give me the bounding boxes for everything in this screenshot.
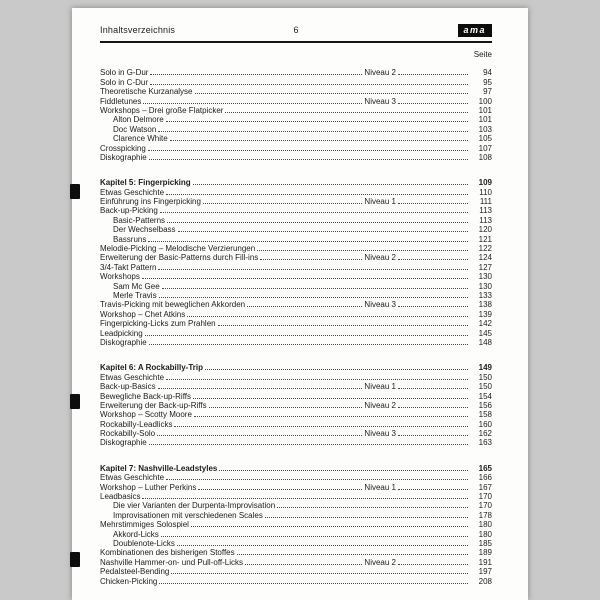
entry-label: Back-up-Basics — [100, 382, 156, 392]
page-number: 154 — [478, 391, 492, 401]
page-number: 180 — [478, 520, 492, 530]
dot-leader — [150, 74, 362, 75]
entry-label: Mehrstimmiges Solospiel — [100, 520, 189, 530]
niveau-label: Niveau 3 — [364, 429, 396, 439]
dot-leader — [398, 306, 468, 307]
page-number: 113 — [479, 206, 492, 216]
dot-leader — [159, 297, 468, 298]
toc-entry-row — [100, 328, 492, 337]
page-number: 105 — [478, 134, 492, 144]
page-number: 170 — [478, 501, 492, 511]
dot-leader — [257, 250, 468, 251]
toc-entry-row — [100, 187, 492, 196]
dot-leader — [398, 74, 468, 75]
chapter-title: Kapitel 7: Nashville-Leadstyles — [100, 463, 218, 473]
page-number: 124 — [478, 253, 492, 263]
dot-leader — [170, 140, 468, 141]
toc-entry-row — [100, 115, 492, 124]
toc-entry-row — [100, 291, 492, 300]
ama-logo: ama — [458, 24, 492, 37]
page-number: 189 — [478, 548, 492, 558]
binding-scan-mark — [70, 552, 80, 567]
entry-label: Melodie-Picking – Melodische Verzierungen — [100, 244, 256, 254]
page-number: 130 — [478, 272, 492, 282]
dot-leader — [150, 84, 468, 85]
toc-list — [100, 68, 492, 586]
page-number: 180 — [478, 529, 492, 539]
page-number: 100 — [478, 96, 492, 106]
page-number: 160 — [478, 419, 492, 429]
page-number: 113 — [479, 215, 492, 225]
toc-entry-row — [100, 548, 492, 557]
dot-leader — [209, 407, 363, 408]
toc-entry-row — [100, 319, 492, 328]
toc-entry-row — [100, 410, 492, 419]
entry-label: Etwas Geschichte — [100, 187, 165, 197]
toc-entry-row — [100, 206, 492, 215]
page-number: 158 — [478, 410, 492, 420]
niveau-label: Niveau 2 — [364, 68, 396, 78]
page-number: 107 — [478, 143, 492, 153]
dot-leader — [148, 150, 468, 151]
entry-label: Diskographie — [100, 438, 147, 448]
entry-label: Diskographie — [100, 152, 147, 162]
entry-label: Diskographie — [100, 337, 147, 347]
toc-entry-row — [100, 338, 492, 347]
entry-label: Workshop – Chet Atkins — [100, 309, 186, 319]
toc-entry-row — [100, 215, 492, 224]
toc-entry-row — [100, 106, 492, 115]
page-number: 130 — [478, 281, 492, 291]
entry-label: Akkord-Licks — [113, 529, 159, 539]
dot-leader — [167, 222, 468, 223]
page-number: 94 — [483, 68, 492, 78]
page-number: 101 — [478, 115, 492, 125]
dot-leader — [225, 112, 468, 113]
toc-entry-row — [100, 225, 492, 234]
entry-label: 3/4-Takt Pattern — [100, 262, 157, 272]
entry-label: Doublenote-Licks — [113, 538, 175, 548]
page-number: 165 — [478, 463, 492, 473]
toc-entry-row — [100, 391, 492, 400]
niveau-label: Niveau 2 — [364, 400, 396, 410]
toc-entry-row — [100, 473, 492, 482]
page-number: 167 — [478, 482, 492, 492]
dot-leader — [398, 103, 468, 104]
niveau-label: Niveau 3 — [364, 96, 396, 106]
entry-label: Workshops – Drei große Flatpicker — [100, 105, 224, 115]
toc-entry-row — [100, 419, 492, 428]
entry-label: Bassruns — [113, 234, 147, 244]
page-number: 101 — [478, 105, 492, 115]
entry-label: Theoretische Kurzanalyse — [100, 87, 193, 97]
header-title: Inhaltsverzeichnis — [100, 25, 176, 35]
entry-label: Einführung ins Fingerpicking — [100, 197, 201, 207]
dot-leader — [148, 241, 468, 242]
dot-leader — [219, 470, 468, 471]
entry-label: Etwas Geschichte — [100, 372, 165, 382]
entry-label: Workshop – Luther Perkins — [100, 482, 197, 492]
niveau-label: Niveau 1 — [364, 197, 396, 207]
toc-entry-row — [100, 539, 492, 548]
page-sheet — [72, 8, 528, 600]
page-number: 122 — [478, 244, 492, 254]
page-number: 166 — [478, 473, 492, 483]
toc-entry-row — [100, 96, 492, 105]
entry-label: Doc Watson — [113, 124, 157, 134]
dot-leader — [245, 564, 362, 565]
dot-leader — [143, 103, 362, 104]
dot-leader — [398, 203, 468, 204]
toc-chapter-row — [100, 463, 492, 472]
toc-entry-row — [100, 124, 492, 133]
entry-label: Fiddletunes — [100, 96, 142, 106]
page-number: 121 — [478, 234, 492, 244]
dot-leader — [159, 583, 468, 584]
toc-entry-row — [100, 372, 492, 381]
binding-scan-mark — [70, 184, 80, 199]
entry-label: Improvisationen mit verschiedenen Scales — [113, 510, 263, 520]
page-number: 149 — [478, 363, 492, 373]
entry-label: Die vier Varianten der Durpenta-Improvisation — [113, 501, 276, 511]
niveau-label: Niveau 1 — [364, 482, 396, 492]
toc-entry-row — [100, 244, 492, 253]
toc-entry-row — [100, 300, 492, 309]
page-number: 145 — [478, 328, 492, 338]
page-number: 156 — [478, 400, 492, 410]
page-number: 133 — [478, 290, 492, 300]
dot-leader — [166, 194, 468, 195]
toc-chapter-row — [100, 363, 492, 372]
page-number: 111 — [479, 197, 492, 207]
page-number: 170 — [478, 492, 492, 502]
dot-leader — [398, 435, 468, 436]
dot-leader — [158, 269, 468, 270]
entry-label: Workshops — [100, 272, 140, 282]
toc-entry-row — [100, 253, 492, 262]
header-page-number: 6 — [293, 25, 299, 35]
dot-leader — [398, 564, 468, 565]
toc-entry-row — [100, 68, 492, 77]
entry-label: Chicken-Picking — [100, 576, 158, 586]
section-gap — [100, 347, 492, 363]
page-number: 120 — [478, 225, 492, 235]
dot-leader — [398, 489, 468, 490]
entry-label: Solo in C-Dur — [100, 77, 149, 87]
niveau-label: Niveau 3 — [364, 300, 396, 310]
toc-entry-row — [100, 272, 492, 281]
page-number: 191 — [478, 557, 492, 567]
section-gap — [100, 447, 492, 463]
toc-entry-row — [100, 401, 492, 410]
toc-entry-row — [100, 576, 492, 585]
dot-leader — [203, 203, 362, 204]
page-number: 142 — [478, 319, 492, 329]
dot-leader — [398, 407, 468, 408]
entry-label: Sam Mc Gee — [113, 281, 160, 291]
dot-leader — [187, 316, 468, 317]
entry-label: Basic-Patterns — [113, 215, 166, 225]
dot-leader — [193, 184, 468, 185]
dot-leader — [247, 306, 362, 307]
dot-leader — [142, 498, 468, 499]
page-number: 148 — [478, 337, 492, 347]
toc-entry-row — [100, 482, 492, 491]
toc-entry-row — [100, 501, 492, 510]
toc-entry-row — [100, 234, 492, 243]
entry-label: Workshop – Scotty Moore — [100, 410, 192, 420]
toc-entry-row — [100, 197, 492, 206]
dot-leader — [158, 388, 363, 389]
toc-entry-row — [100, 557, 492, 566]
toc-entry-row — [100, 309, 492, 318]
dot-leader — [166, 121, 468, 122]
header-rule — [100, 41, 492, 43]
entry-label: Clarence White — [113, 134, 168, 144]
binding-scan-mark — [70, 394, 80, 409]
dot-leader — [171, 573, 468, 574]
dot-leader — [161, 536, 468, 537]
entry-label: Bewegliche Back-up-Riffs — [100, 391, 192, 401]
dot-leader — [218, 325, 468, 326]
toc-entry-row — [100, 510, 492, 519]
toc-entry-row — [100, 143, 492, 152]
dot-leader — [157, 435, 362, 436]
toc-entry-row — [100, 77, 492, 86]
entry-label: Fingerpicking-Licks zum Prahlen — [100, 319, 216, 329]
toc-entry-row — [100, 567, 492, 576]
page-number: 97 — [483, 87, 492, 97]
page-number: 110 — [479, 187, 492, 197]
entry-label: Rockabilly-Solo — [100, 429, 156, 439]
page-number: 178 — [478, 510, 492, 520]
entry-label: Leadbasics — [100, 492, 141, 502]
entry-label: Travis-Picking mit beweglichen Akkorden — [100, 300, 246, 310]
entry-label: Rockabilly-Leadlicks — [100, 419, 173, 429]
entry-label: Nashville Hammer-on- und Pull-off-Licks — [100, 557, 244, 567]
dot-leader — [195, 93, 469, 94]
dot-leader — [149, 344, 468, 345]
entry-label: Erweiterung der Basic-Patterns durch Fill-ins — [100, 253, 259, 263]
dot-leader — [160, 212, 468, 213]
entry-label: Merle Travis — [113, 290, 157, 300]
page-number: 95 — [483, 77, 492, 87]
page-number: 197 — [478, 567, 492, 577]
toc-entry-row — [100, 262, 492, 271]
dot-leader — [166, 379, 468, 380]
page-number: 162 — [478, 429, 492, 439]
dot-leader — [191, 526, 468, 527]
niveau-label: Niveau 2 — [364, 253, 396, 263]
toc-entry-row — [100, 87, 492, 96]
dot-leader — [237, 554, 468, 555]
toc-entry-row — [100, 429, 492, 438]
toc-entry-row — [100, 281, 492, 290]
page-number: 109 — [478, 178, 492, 188]
page-number: 208 — [478, 576, 492, 586]
dot-leader — [178, 231, 468, 232]
dot-leader — [194, 416, 468, 417]
dot-leader — [149, 159, 468, 160]
entry-label: Leadpicking — [100, 328, 143, 338]
toc-entry-row — [100, 520, 492, 529]
toc-entry-row — [100, 134, 492, 143]
page-number: 150 — [478, 382, 492, 392]
toc-entry-row — [100, 382, 492, 391]
entry-label: Solo in G-Dur — [100, 68, 149, 78]
dot-leader — [277, 507, 468, 508]
toc-entry-row — [100, 153, 492, 162]
toc-chapter-row — [100, 178, 492, 187]
entry-label: Kombinationen des bisherigen Stoffes — [100, 548, 235, 558]
dot-leader — [260, 259, 362, 260]
dot-leader — [174, 426, 468, 427]
chapter-title: Kapitel 6: A Rockabilly-Trip — [100, 363, 203, 373]
dot-leader — [205, 369, 468, 370]
page-number: 138 — [478, 300, 492, 310]
niveau-label: Niveau 1 — [364, 382, 396, 392]
dot-leader — [142, 278, 468, 279]
document-header — [100, 22, 492, 38]
entry-label: Der Wechselbass — [113, 225, 176, 235]
entry-label: Back-up-Picking — [100, 206, 158, 216]
chapter-title: Kapitel 5: Fingerpicking — [100, 178, 191, 188]
page-number: 185 — [478, 538, 492, 548]
page-number: 139 — [478, 309, 492, 319]
page-number: 150 — [478, 372, 492, 382]
toc-entry-row — [100, 529, 492, 538]
toc-entry-row — [100, 438, 492, 447]
dot-leader — [145, 335, 468, 336]
dot-leader — [166, 479, 468, 480]
dot-leader — [149, 444, 468, 445]
dot-leader — [177, 545, 468, 546]
page-number: 127 — [478, 262, 492, 272]
dot-leader — [193, 398, 468, 399]
dot-leader — [198, 489, 362, 490]
entry-label: Etwas Geschichte — [100, 473, 165, 483]
dot-leader — [398, 259, 468, 260]
entry-label: Erweiterung der Back-up-Riffs — [100, 400, 207, 410]
entry-label: Alton Delmore — [113, 115, 164, 125]
toc-entry-row — [100, 492, 492, 501]
dot-leader — [265, 517, 468, 518]
entry-label: Pedalsteel-Bending — [100, 567, 170, 577]
dot-leader — [158, 131, 468, 132]
dot-leader — [162, 288, 468, 289]
page-number: 103 — [478, 124, 492, 134]
page-number: 108 — [478, 152, 492, 162]
section-gap — [100, 162, 492, 178]
seite-column-label: Seite — [473, 50, 492, 59]
dot-leader — [398, 388, 468, 389]
entry-label: Crosspicking — [100, 143, 146, 153]
page-number: 163 — [478, 438, 492, 448]
niveau-label: Niveau 2 — [364, 557, 396, 567]
page-content — [72, 8, 528, 586]
